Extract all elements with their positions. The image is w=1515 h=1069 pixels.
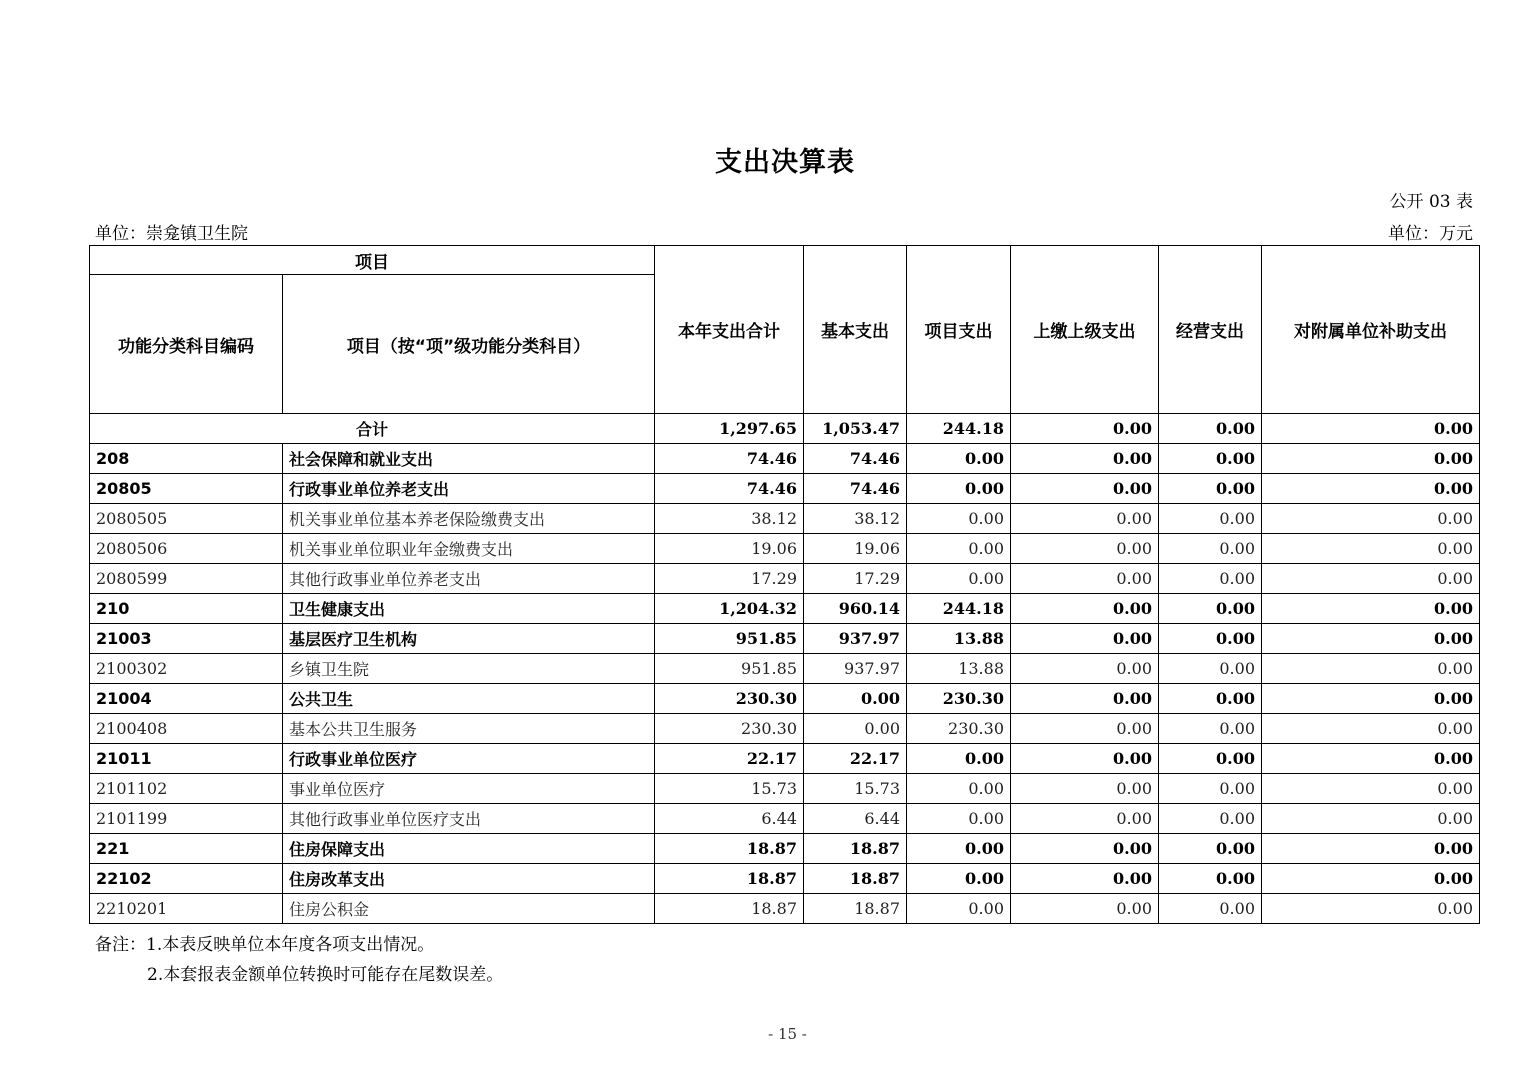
expenditure-table [89, 245, 1480, 924]
header-subsidy: 对附属单位补助支出 [1262, 246, 1480, 414]
subject-name: 乡镇卫生院 [283, 654, 655, 684]
table-cell: 22.17 [655, 744, 804, 774]
subject-code: 2101102 [90, 774, 283, 804]
header-total: 本年支出合计 [655, 246, 804, 414]
table-cell: 0.00 [1159, 594, 1262, 624]
table-cell: 17.29 [804, 564, 907, 594]
total-row [90, 414, 1480, 444]
table-row [90, 744, 1480, 774]
table-cell: 0.00 [1011, 714, 1159, 744]
reporting-unit: 单位：崇龛镇卫生院 [95, 224, 248, 244]
subject-name: 基本公共卫生服务 [283, 714, 655, 744]
table-cell: 38.12 [655, 504, 804, 534]
table-row [90, 504, 1480, 534]
subject-name: 住房公积金 [283, 894, 655, 924]
table-cell: 0.00 [1159, 714, 1262, 744]
table-cell: 0.00 [1011, 624, 1159, 654]
table-cell: 230.30 [907, 714, 1011, 744]
table-cell: 0.00 [1262, 534, 1480, 564]
subject-name: 公共卫生 [283, 684, 655, 714]
subject-code: 2080506 [90, 534, 283, 564]
subject-code: 20805 [90, 474, 283, 504]
table-cell: 74.46 [804, 474, 907, 504]
table-cell: 0.00 [1262, 864, 1480, 894]
table-cell: 18.87 [804, 864, 907, 894]
table-cell: 0.00 [1011, 894, 1159, 924]
subject-code: 21011 [90, 744, 283, 774]
table-row [90, 684, 1480, 714]
header-item: 项目支出 [907, 246, 1011, 414]
table-cell: 1,204.32 [655, 594, 804, 624]
table-cell: 0.00 [1262, 684, 1480, 714]
table-cell: 74.46 [655, 444, 804, 474]
table-cell: 15.73 [655, 774, 804, 804]
table-cell: 18.87 [655, 864, 804, 894]
table-cell: 0.00 [1159, 504, 1262, 534]
table-cell: 0.00 [1159, 804, 1262, 834]
subject-name: 机关事业单位基本养老保险缴费支出 [283, 504, 655, 534]
table-cell: 38.12 [804, 504, 907, 534]
table-cell: 22.17 [804, 744, 907, 774]
table-cell: 0.00 [1262, 504, 1480, 534]
subject-code: 2101199 [90, 804, 283, 834]
table-cell: 0.00 [1262, 594, 1480, 624]
table-row [90, 654, 1480, 684]
table-cell: 0.00 [907, 864, 1011, 894]
table-cell: 0.00 [1011, 774, 1159, 804]
table-cell: 230.30 [907, 684, 1011, 714]
table-cell: 0.00 [907, 474, 1011, 504]
table-cell: 6.44 [804, 804, 907, 834]
table-cell: 18.87 [655, 894, 804, 924]
table-cell: 0.00 [1159, 774, 1262, 804]
table-row [90, 624, 1480, 654]
table-cell: 0.00 [907, 804, 1011, 834]
subject-code: 21003 [90, 624, 283, 654]
subject-name: 其他行政事业单位医疗支出 [283, 804, 655, 834]
note-line-1: 备注：1.本表反映单位本年度各项支出情况。 [95, 935, 435, 955]
subject-code: 22102 [90, 864, 283, 894]
table-cell: 0.00 [1011, 594, 1159, 624]
table-row [90, 864, 1480, 894]
table-cell: 0.00 [804, 684, 907, 714]
page-number: - 15 - [768, 1025, 807, 1043]
table-cell: 1,053.47 [804, 414, 907, 444]
total-label: 合计 [90, 414, 655, 444]
table-cell: 960.14 [804, 594, 907, 624]
subject-code: 221 [90, 834, 283, 864]
table-cell: 0.00 [1159, 684, 1262, 714]
table-cell: 937.97 [804, 654, 907, 684]
subject-code: 2080599 [90, 564, 283, 594]
table-cell: 0.00 [1011, 744, 1159, 774]
table-cell: 18.87 [804, 834, 907, 864]
table-cell: 937.97 [804, 624, 907, 654]
table-cell: 0.00 [1011, 504, 1159, 534]
table-cell: 6.44 [655, 804, 804, 834]
note-line-2: 2.本套报表金额单位转换时可能存在尾数误差。 [147, 965, 504, 985]
table-cell: 0.00 [1011, 654, 1159, 684]
table-cell: 0.00 [1262, 444, 1480, 474]
table-cell: 0.00 [1011, 684, 1159, 714]
table-cell: 0.00 [1262, 744, 1480, 774]
table-cell: 230.30 [655, 714, 804, 744]
table-cell: 0.00 [1159, 534, 1262, 564]
subject-name: 机关事业单位职业年金缴费支出 [283, 534, 655, 564]
table-cell: 0.00 [1159, 474, 1262, 504]
subject-code: 2100302 [90, 654, 283, 684]
table-cell: 0.00 [1159, 654, 1262, 684]
table-row [90, 444, 1480, 474]
table-cell: 0.00 [1262, 894, 1480, 924]
table-cell: 0.00 [907, 744, 1011, 774]
subject-code: 210 [90, 594, 283, 624]
table-cell: 18.87 [804, 894, 907, 924]
table-cell: 0.00 [907, 564, 1011, 594]
table-cell: 0.00 [907, 774, 1011, 804]
currency-unit: 单位：万元 [1388, 224, 1473, 244]
table-cell: 0.00 [1011, 864, 1159, 894]
table-row [90, 714, 1480, 744]
subject-name: 卫生健康支出 [283, 594, 655, 624]
subject-code: 2100408 [90, 714, 283, 744]
table-cell: 15.73 [804, 774, 907, 804]
table-cell: 13.88 [907, 654, 1011, 684]
table-cell: 0.00 [907, 444, 1011, 474]
table-cell: 0.00 [1262, 474, 1480, 504]
table-cell: 18.87 [655, 834, 804, 864]
table-cell: 0.00 [1262, 774, 1480, 804]
table-cell: 0.00 [1011, 414, 1159, 444]
table-row [90, 564, 1480, 594]
subject-name: 其他行政事业单位养老支出 [283, 564, 655, 594]
table-cell: 74.46 [804, 444, 907, 474]
header-superior: 上缴上级支出 [1011, 246, 1159, 414]
table-cell: 19.06 [655, 534, 804, 564]
table-cell: 0.00 [907, 894, 1011, 924]
table-cell: 0.00 [1159, 834, 1262, 864]
header-basic: 基本支出 [804, 246, 907, 414]
table-row [90, 534, 1480, 564]
table-row [90, 894, 1480, 924]
table-cell: 0.00 [1011, 804, 1159, 834]
table-cell: 1,297.65 [655, 414, 804, 444]
table-row [90, 834, 1480, 864]
subject-name: 基层医疗卫生机构 [283, 624, 655, 654]
table-cell: 0.00 [907, 534, 1011, 564]
table-cell: 0.00 [1262, 564, 1480, 594]
table-cell: 13.88 [907, 624, 1011, 654]
page-title: 支出决算表 [715, 147, 855, 178]
subject-name: 行政事业单位医疗 [283, 744, 655, 774]
table-cell: 0.00 [1011, 444, 1159, 474]
table-cell: 17.29 [655, 564, 804, 594]
header-name: 项目（按“项”级功能分类科目） [283, 275, 655, 414]
table-cell: 0.00 [907, 834, 1011, 864]
notes [95, 930, 503, 990]
subject-name: 行政事业单位养老支出 [283, 474, 655, 504]
table-cell: 0.00 [1159, 744, 1262, 774]
table-cell: 951.85 [655, 654, 804, 684]
subject-name: 住房保障支出 [283, 834, 655, 864]
header-project: 项目 [90, 246, 655, 275]
table-cell: 0.00 [1159, 624, 1262, 654]
header-business: 经营支出 [1159, 246, 1262, 414]
table-cell: 0.00 [1262, 414, 1480, 444]
subject-code: 2210201 [90, 894, 283, 924]
table-cell: 230.30 [655, 684, 804, 714]
header-code: 功能分类科目编码 [90, 275, 283, 414]
table-row [90, 774, 1480, 804]
table-cell: 0.00 [1262, 834, 1480, 864]
table-cell: 0.00 [1011, 834, 1159, 864]
table-cell: 244.18 [907, 414, 1011, 444]
table-cell: 0.00 [1262, 714, 1480, 744]
table-row [90, 474, 1480, 504]
table-cell: 0.00 [1262, 624, 1480, 654]
table-row [90, 804, 1480, 834]
table-cell: 0.00 [1011, 534, 1159, 564]
table-cell: 0.00 [804, 714, 907, 744]
table-row [90, 594, 1480, 624]
subject-name: 事业单位医疗 [283, 774, 655, 804]
table-cell: 0.00 [907, 504, 1011, 534]
table-cell: 951.85 [655, 624, 804, 654]
table-cell: 0.00 [1159, 864, 1262, 894]
table-cell: 0.00 [1011, 474, 1159, 504]
table-cell: 19.06 [804, 534, 907, 564]
table-cell: 0.00 [1262, 654, 1480, 684]
table-cell: 74.46 [655, 474, 804, 504]
subject-code: 208 [90, 444, 283, 474]
table-cell: 0.00 [1011, 564, 1159, 594]
subject-name: 社会保障和就业支出 [283, 444, 655, 474]
table-cell: 0.00 [1159, 444, 1262, 474]
table-cell: 0.00 [1159, 894, 1262, 924]
table-cell: 244.18 [907, 594, 1011, 624]
subject-name: 住房改革支出 [283, 864, 655, 894]
subject-code: 2080505 [90, 504, 283, 534]
subject-code: 21004 [90, 684, 283, 714]
table-cell: 0.00 [1159, 414, 1262, 444]
form-number: 公开 03 表 [1389, 192, 1473, 212]
table-cell: 0.00 [1262, 804, 1480, 834]
table-cell: 0.00 [1159, 564, 1262, 594]
